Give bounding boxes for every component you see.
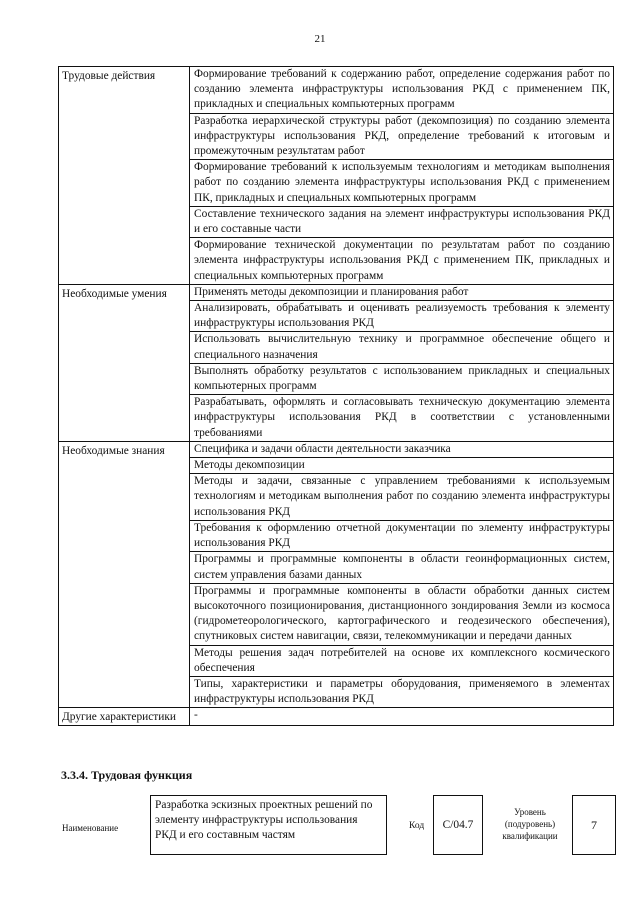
list-item: Требования к оформлению отчетной документации по элементу инфраструктуры использования РКД [190, 521, 613, 552]
list-item: Составление технического задания на элемент инфраструктуры использования РКД и его составные части [190, 207, 613, 238]
table-row-other-characteristics [59, 708, 614, 726]
qualification-level-label: Уровень (подуровень) квалификации [502, 807, 558, 841]
list-item: - [194, 709, 198, 722]
labor-function-table [58, 66, 614, 726]
name-value-box: Разработка эскизных проектных решений по элементу инфраструктуры использования РКД и его составным частям [150, 795, 387, 855]
table-row-required-knowledge [59, 441, 614, 707]
row-items [190, 441, 614, 707]
row-label: Другие характеристики [59, 708, 190, 726]
row-label: Трудовые действия [59, 67, 190, 285]
list-item: Методы декомпозиции [190, 458, 613, 474]
list-item: Разрабатывать, оформлять и согласовывать техническую документацию элемента инфраструктуры использования РКД в соответствии с установленными требованиями [194, 396, 610, 439]
list-item: Разработка иерархической структуры работ (декомпозиция) по созданию элемента инфраструктуры использования РКД, определение требований к итоговым и промежуточным результатам работ [190, 114, 613, 161]
row-items [190, 67, 614, 285]
list-item: Методы и задачи, связанные с управлением требованиями к используемым технологиям и методикам выполнения работ по созданию элемента инфраструктуры использования РКД [190, 474, 613, 521]
name-label: Наименование [62, 823, 119, 833]
row-items [190, 708, 614, 726]
list-item: Программы и программные компоненты в области геоинформационных систем, систем управления базами данных [190, 552, 613, 583]
table-row-labor-actions [59, 67, 614, 285]
list-item: Специфика и задачи области деятельности заказчика [190, 442, 613, 458]
row-label: Необходимые умения [59, 284, 190, 441]
row-items [190, 284, 614, 441]
qualification-level-box: 7 [572, 795, 616, 855]
table-row-required-skills [59, 284, 614, 441]
list-item: Формирование требований к содержанию работ, определение содержания работ по созданию элемента инфраструктуры использования РКД с применением ПК, прикладных и специальных компьютерных программ [190, 67, 613, 114]
page-number: 21 [314, 33, 326, 45]
list-item: Формирование требований к используемым технологиям и методикам выполнения работ по созданию элемента инфраструктуры использования РКД с применением ПК, прикладных и специальных компьютерных программ [190, 160, 613, 207]
list-item: Использовать вычислительную технику и программное обеспечение общего и специального назначения [190, 332, 613, 363]
list-item: Выполнять обработку результатов с использованием прикладных и специальных компьютерных программ [190, 364, 613, 395]
list-item: Типы, характеристики и параметры оборудования, применяемого в элементах инфраструктуры использования РКД [194, 677, 610, 706]
section-heading: 3.3.4. Трудовая функция [61, 768, 193, 782]
list-item: Методы решения задач потребителей на основе их комплексного космического обеспечения [190, 646, 613, 677]
code-label: Код [409, 821, 425, 831]
list-item: Применять методы декомпозиции и планирования работ [190, 285, 613, 301]
row-label: Необходимые знания [59, 441, 190, 707]
list-item: Формирование технической документации по результатам работ по созданию элемента инфраструктуры использования РКД с применением ПК, прикладных и специальных компьютерных программ [194, 239, 610, 282]
list-item: Анализировать, обрабатывать и оценивать реализуемость требования к элементу инфраструктуры использования РКД [190, 301, 613, 332]
list-item: Программы и программные компоненты в области обработки данных систем высокоточного позиционирования, дистанционного зондирования Земли из космоса (гидрометеорологического, картографического и геодезического обеспечения), спутниковых систем навигации, связи, телекоммуникации и передачи данных [190, 584, 613, 646]
code-value-box: С/04.7 [433, 795, 483, 855]
